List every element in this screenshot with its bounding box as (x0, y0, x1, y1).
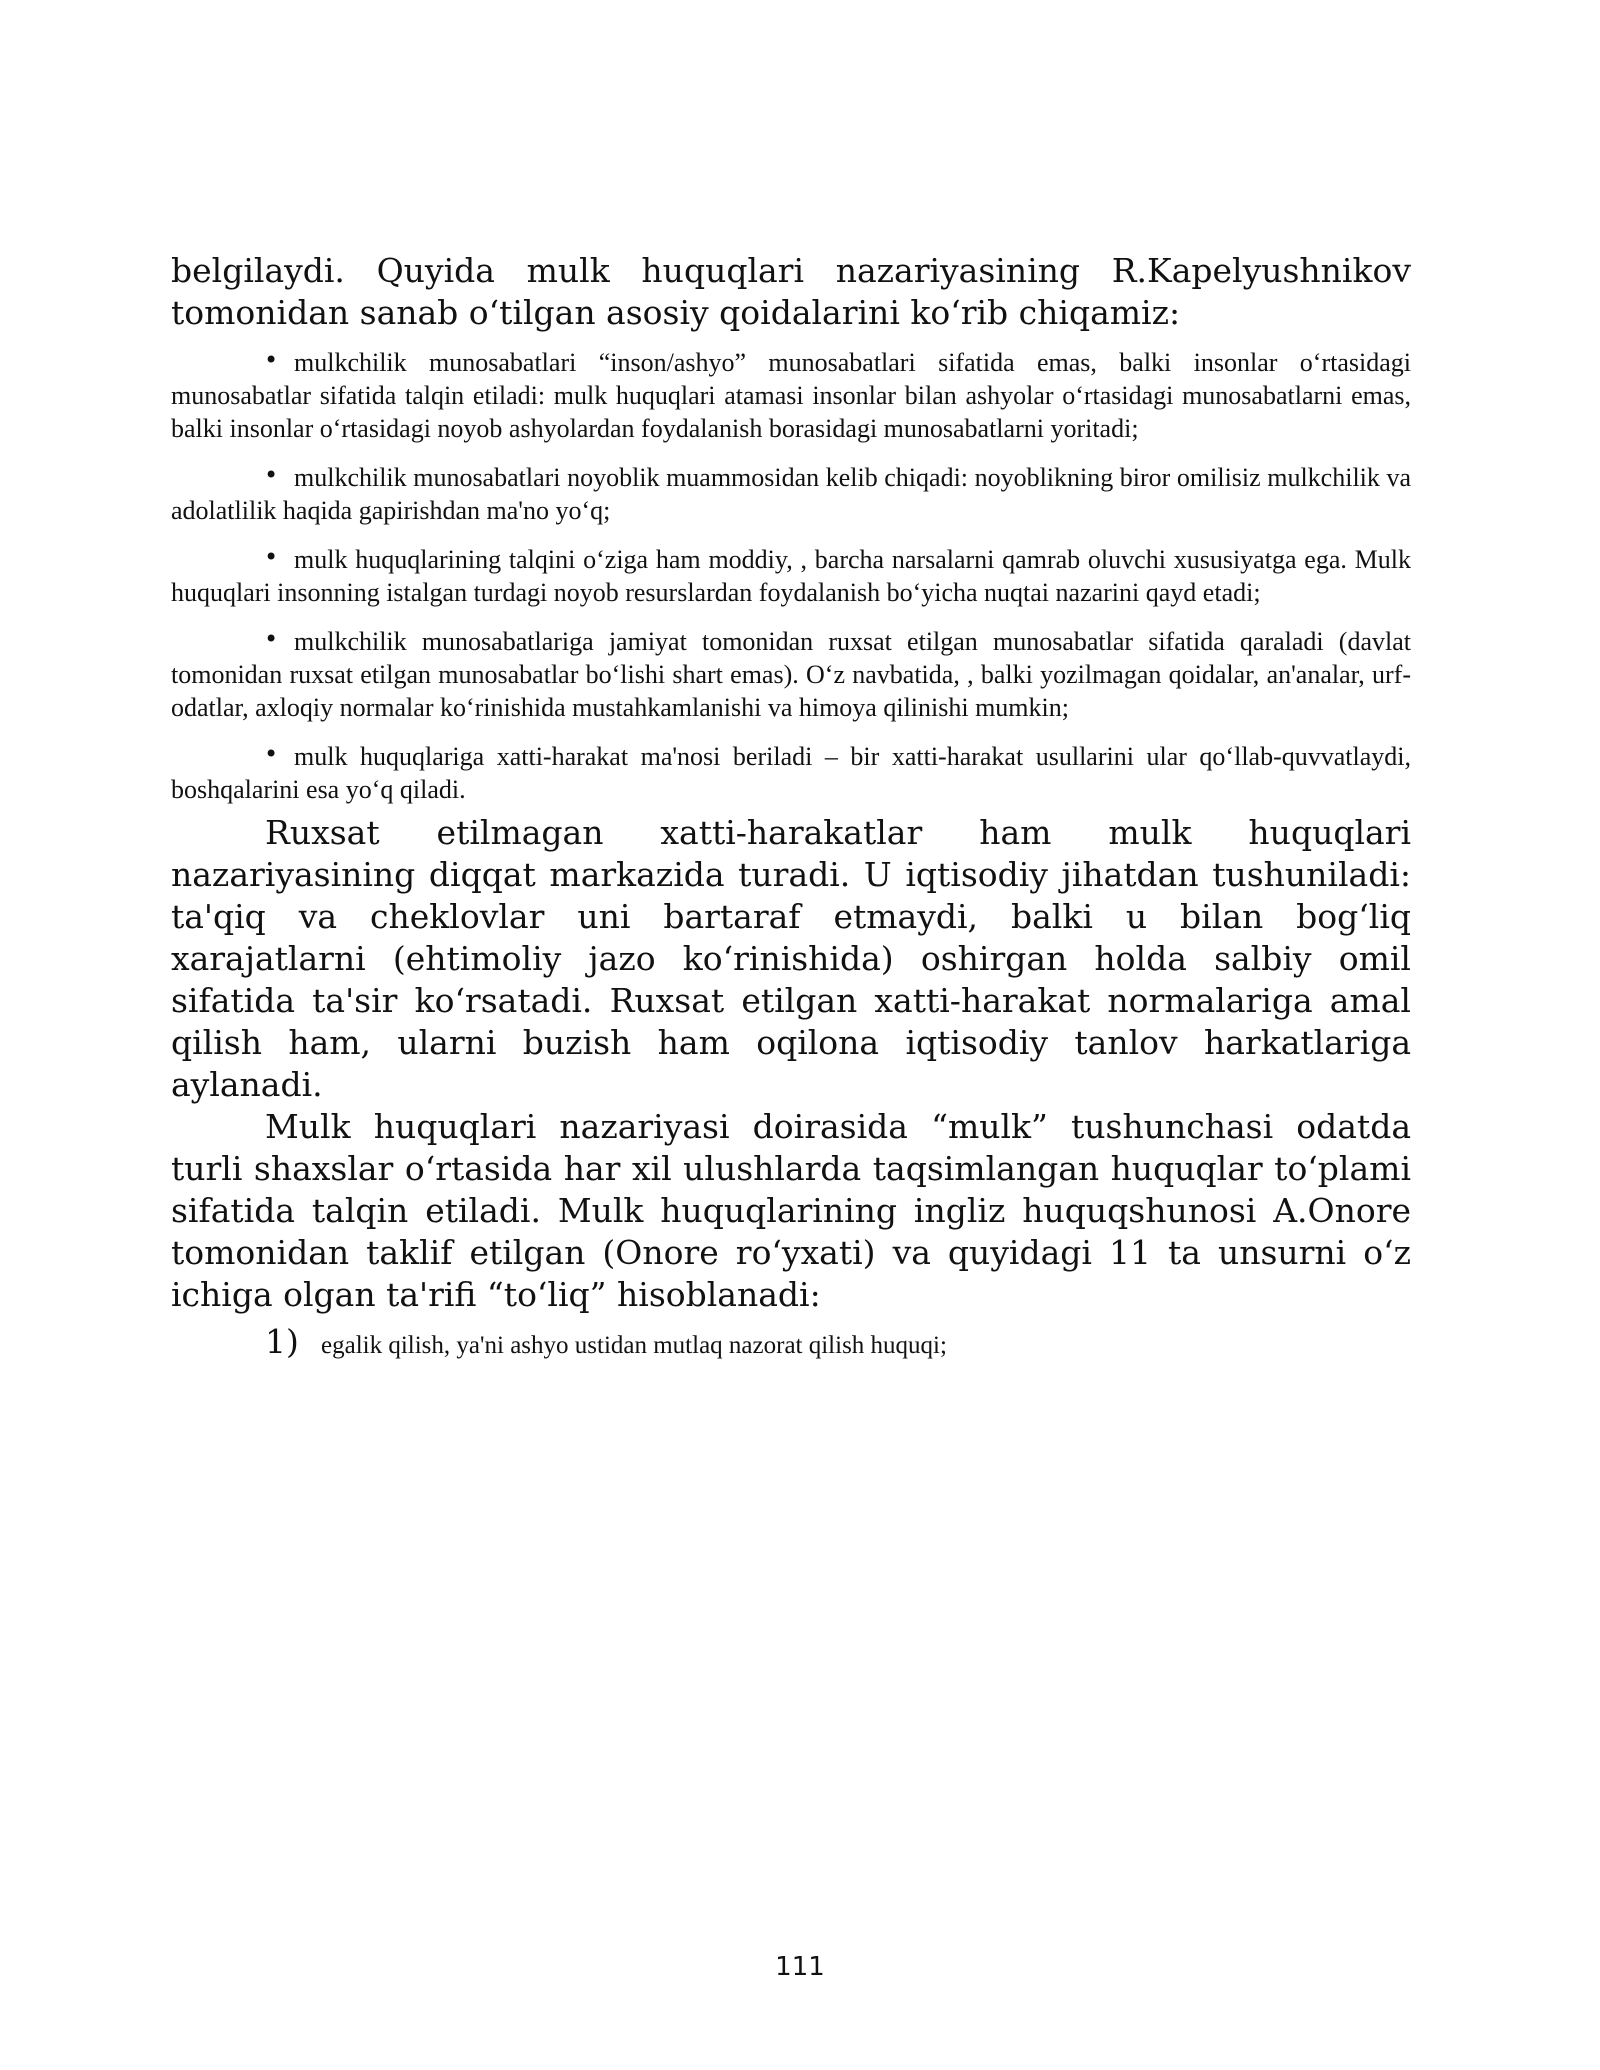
page-body (171, 250, 1411, 1361)
body-paragraph-2: Mulk huquqlari nazariyasi doirasida “mulk” tushunchasi odatda turli shaxslar o‘rtasida har xil ulushlarda taqsimlangan huquqlar to‘plami sifatida talqin etiladi. Mulk huquqlarining ingliz huquqshunosi A.Onore tomonidan taklif etilgan (Onore ro‘yxati) va quyidagi 11 ta unsurni o‘z ichiga olgan ta'rifi “to‘liq” hisoblanadi: (171, 1107, 1411, 1314)
bullet-icon: • (264, 625, 279, 653)
bullet-icon: • (264, 740, 279, 768)
bullet-text: mulk huquqlariga xatti-harakat ma'nosi beriladi – bir xatti-harakat usullarini ular qo‘llab-quvvatlaydi, boshqalarini esa yo‘q qiladi. (171, 742, 1411, 804)
bullet-text: mulkchilik munosabatlari noyoblik muammosidan kelib chiqadi: noyoblikning biror omilisiz mulkchilik va adolatlilik haqida gapirishdan ma'no yo‘q; (171, 463, 1411, 525)
bullet-text: mulk huquqlarining talqini o‘ziga ham moddiy, , barcha narsalarni qamrab oluvchi xususiyatga ega. Mulk huquqlari insonning istalgan turdagi noyob resurslardan foydalanish bo‘yicha nuqtai nazarini qayd etadi; (171, 545, 1411, 607)
bullet-item-2 (171, 459, 1411, 527)
bullet-item-5 (171, 738, 1411, 806)
list-number: 1) (265, 1322, 299, 1361)
page-number: 111 (775, 1952, 825, 1982)
intro-paragraph: belgilaydi. Quyida mulk huquqlari nazariyasining R.Kapelyushnikov tomonidan sanab o‘tilgan asosiy qoidalarini ko‘rib chiqamiz: (171, 251, 1411, 332)
bullet-icon: • (264, 543, 279, 571)
bullet-item-1 (171, 344, 1411, 445)
list-item-text: egalik qilish, ya'ni ashyo ustidan mutlaq nazorat qilish huquqi; (321, 1332, 947, 1359)
bullet-item-3 (171, 541, 1411, 609)
bullet-icon: • (264, 461, 279, 489)
body-paragraph-1: Ruxsat etilmagan xatti-harakatlar ham mulk huquqlari nazariyasining diqqat markazida turadi. U iqtisodiy jihatdan tushuniladi: ta'qiq va cheklovlar uni bartaraf etmaydi, balki u bilan bog‘liq xarajatlarni (ehtimoliy jazo ko‘rinishida) oshirgan holda salbiy omil sifatida ta'sir ko‘rsatadi. Ruxsat etilgan xatti-harakat normalariga amal qilish ham, ularni buzish ham oqilona iqtisodiy tanlov harkatlariga aylanadi. (171, 813, 1411, 1104)
bullet-text: mulkchilik munosabatlari “inson/ashyo” munosabatlari sifatida emas, balki insonlar o‘rtasidagi munosabatlar sifatida talqin etiladi: mulk huquqlari atamasi insonlar bilan ashyolar o‘rtasidagi munosabatlarni emas, balki insonlar o‘rtasidagi noyob ashyolardan foydalanish borasidagi munosabatlarni yoritadi; (171, 348, 1411, 443)
bullet-item-4 (171, 623, 1411, 724)
bullet-icon: • (264, 346, 279, 374)
numbered-list-item-1 (265, 1322, 1411, 1361)
bullet-text: mulkchilik munosabatlariga jamiyat tomonidan ruxsat etilgan munosabatlar sifatida qaraladi (davlat tomonidan ruxsat etilgan munosabatlar bo‘lishi shart emas). O‘z navbatida, , balki yozilmagan qoidalar, an'analar, urf- odatlar, axloqiy normalar ko‘rinishida mustahkamlanishi va himoya qilinishi mumkin; (171, 627, 1411, 722)
